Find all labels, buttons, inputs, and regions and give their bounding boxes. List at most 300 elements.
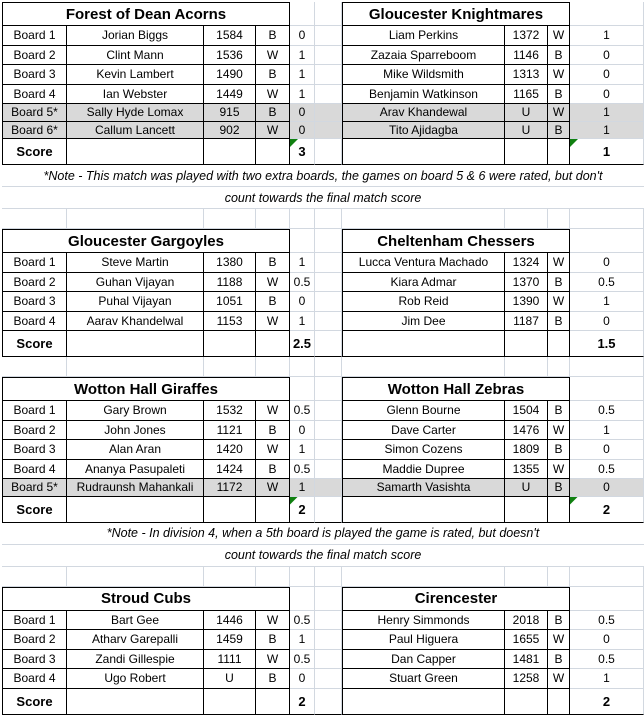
player-name: Zandi Gillespie bbox=[67, 650, 204, 670]
score-row bbox=[2, 497, 644, 523]
player-rating: 1370 bbox=[505, 273, 548, 293]
team-title: Forest of Dean Acorns bbox=[2, 2, 290, 26]
empty-cell bbox=[342, 689, 505, 715]
empty-cell bbox=[315, 253, 342, 273]
board-label: Board 3 bbox=[2, 292, 67, 312]
empty-cell bbox=[342, 331, 505, 357]
player-name: Dan Capper bbox=[342, 650, 505, 670]
player-rating: 1187 bbox=[505, 312, 548, 332]
empty-cell bbox=[315, 65, 342, 85]
player-rating: 1146 bbox=[505, 46, 548, 66]
team-total-value: 2 bbox=[602, 501, 611, 517]
board-label: Board 3 bbox=[2, 65, 67, 85]
player-rating: 1584 bbox=[204, 26, 256, 46]
empty-cell bbox=[315, 2, 342, 26]
player-name: Samarth Vasishta bbox=[342, 479, 505, 497]
player-score: 0 bbox=[290, 421, 315, 441]
player-name: Glenn Bourne bbox=[342, 401, 505, 421]
match-note bbox=[2, 187, 644, 209]
player-color: B bbox=[256, 421, 290, 441]
title-row bbox=[2, 229, 644, 253]
board-row bbox=[2, 312, 644, 332]
player-rating: U bbox=[204, 669, 256, 689]
player-name: Puhal Vijayan bbox=[67, 292, 204, 312]
player-score: 0 bbox=[290, 26, 315, 46]
formula-flag-icon bbox=[290, 497, 298, 505]
player-rating: U bbox=[505, 122, 548, 140]
player-color: B bbox=[256, 26, 290, 46]
player-name: Dave Carter bbox=[342, 421, 505, 441]
player-rating: 1313 bbox=[505, 65, 548, 85]
board-label: Board 3 bbox=[2, 650, 67, 670]
score-row bbox=[2, 139, 644, 165]
player-score: 0 bbox=[570, 440, 644, 460]
empty-cell bbox=[290, 377, 315, 401]
player-score: 0.5 bbox=[570, 460, 644, 480]
player-score: 0 bbox=[290, 669, 315, 689]
match-note bbox=[2, 523, 644, 545]
empty-cell bbox=[342, 139, 505, 165]
player-color: W bbox=[256, 650, 290, 670]
player-score: 1 bbox=[290, 65, 315, 85]
team-total-value: 2 bbox=[602, 693, 611, 709]
player-name: Maddie Dupree bbox=[342, 460, 505, 480]
player-rating: 1420 bbox=[204, 440, 256, 460]
player-color: B bbox=[548, 611, 570, 631]
player-color: W bbox=[256, 440, 290, 460]
team-total bbox=[570, 331, 644, 357]
player-rating: 1165 bbox=[505, 85, 548, 105]
note-line: count towards the final match score bbox=[224, 548, 422, 562]
player-color: W bbox=[548, 253, 570, 273]
player-rating: 1121 bbox=[204, 421, 256, 441]
empty-cell bbox=[570, 587, 644, 611]
empty-cell bbox=[315, 312, 342, 332]
player-rating: 1536 bbox=[204, 46, 256, 66]
player-name: Alan Aran bbox=[67, 440, 204, 460]
player-color: W bbox=[548, 104, 570, 122]
note-line: *Note - This match was played with two extra boards, the games on board 5 & 6 were rated, but don't bbox=[43, 168, 603, 183]
empty-cell bbox=[315, 440, 342, 460]
team-total-value: 2 bbox=[298, 501, 306, 517]
player-rating: 1476 bbox=[505, 421, 548, 441]
player-score: 0.5 bbox=[290, 401, 315, 421]
board-label: Board 5* bbox=[2, 479, 67, 497]
player-rating: 1258 bbox=[505, 669, 548, 689]
player-name: Simon Cozens bbox=[342, 440, 505, 460]
empty-cell bbox=[67, 331, 204, 357]
player-color: B bbox=[256, 104, 290, 122]
player-rating: U bbox=[505, 104, 548, 122]
empty-cell bbox=[315, 421, 342, 441]
team-title: Gloucester Knightmares bbox=[342, 2, 570, 26]
player-color: W bbox=[256, 122, 290, 140]
player-name: Kiara Admar bbox=[342, 273, 505, 293]
empty-cell bbox=[315, 650, 342, 670]
team-total bbox=[290, 139, 315, 165]
player-rating: 1355 bbox=[505, 460, 548, 480]
player-score: 0 bbox=[570, 630, 644, 650]
team-total bbox=[290, 689, 315, 715]
player-color: B bbox=[548, 312, 570, 332]
player-score: 1 bbox=[290, 440, 315, 460]
empty-cell bbox=[315, 669, 342, 689]
board-row bbox=[2, 479, 644, 497]
player-score: 1 bbox=[570, 292, 644, 312]
player-color: B bbox=[256, 669, 290, 689]
player-color: W bbox=[256, 273, 290, 293]
empty-cell bbox=[204, 139, 256, 165]
player-rating: 1111 bbox=[204, 650, 256, 670]
player-name: Lucca Ventura Machado bbox=[342, 253, 505, 273]
player-rating: U bbox=[505, 479, 548, 497]
player-rating: 915 bbox=[204, 104, 256, 122]
empty-cell bbox=[67, 139, 204, 165]
empty-cell bbox=[315, 479, 342, 497]
empty-cell bbox=[67, 689, 204, 715]
empty-cell bbox=[315, 26, 342, 46]
player-name: Zazaia Sparreboom bbox=[342, 46, 505, 66]
player-score: 0 bbox=[290, 292, 315, 312]
player-rating: 902 bbox=[204, 122, 256, 140]
team-total-value: 2 bbox=[298, 693, 306, 709]
empty-cell bbox=[290, 2, 315, 26]
board-row bbox=[2, 421, 644, 441]
empty-cell bbox=[315, 377, 342, 401]
player-color: W bbox=[548, 630, 570, 650]
player-name: Ugo Robert bbox=[67, 669, 204, 689]
player-score: 0.5 bbox=[290, 611, 315, 631]
empty-cell bbox=[548, 139, 570, 165]
board-row bbox=[2, 26, 644, 46]
score-label: Score bbox=[2, 497, 67, 523]
player-rating: 1504 bbox=[505, 401, 548, 421]
player-name: Liam Perkins bbox=[342, 26, 505, 46]
board-label: Board 3 bbox=[2, 440, 67, 460]
empty-cell bbox=[505, 139, 548, 165]
player-rating: 1449 bbox=[204, 85, 256, 105]
player-color: B bbox=[256, 630, 290, 650]
player-color: W bbox=[256, 479, 290, 497]
empty-cell bbox=[67, 497, 204, 523]
player-score: 0.5 bbox=[290, 460, 315, 480]
match-note bbox=[2, 165, 644, 187]
player-name: Sally Hyde Lomax bbox=[67, 104, 204, 122]
player-name: Jorian Biggs bbox=[67, 26, 204, 46]
board-label: Board 4 bbox=[2, 312, 67, 332]
score-label: Score bbox=[2, 139, 67, 165]
player-score: 1 bbox=[570, 122, 644, 140]
empty-cell bbox=[256, 497, 290, 523]
team-total bbox=[290, 331, 315, 357]
board-label: Board 2 bbox=[2, 46, 67, 66]
player-color: W bbox=[548, 292, 570, 312]
empty-cell bbox=[315, 689, 342, 715]
player-score: 0.5 bbox=[290, 650, 315, 670]
player-color: B bbox=[256, 460, 290, 480]
empty-cell bbox=[505, 497, 548, 523]
player-name: Steve Martin bbox=[67, 253, 204, 273]
match-section bbox=[2, 229, 644, 377]
player-rating: 1655 bbox=[505, 630, 548, 650]
player-color: W bbox=[548, 669, 570, 689]
player-score: 0.5 bbox=[570, 273, 644, 293]
empty-cell bbox=[548, 331, 570, 357]
player-rating: 1051 bbox=[204, 292, 256, 312]
empty-cell bbox=[315, 497, 342, 523]
player-name: Rob Reid bbox=[342, 292, 505, 312]
team-total bbox=[290, 497, 315, 523]
board-row bbox=[2, 611, 644, 631]
board-row bbox=[2, 85, 644, 105]
player-score: 1 bbox=[570, 104, 644, 122]
player-name: Atharv Garepalli bbox=[67, 630, 204, 650]
player-name: Kevin Lambert bbox=[67, 65, 204, 85]
board-label: Board 1 bbox=[2, 26, 67, 46]
empty-cell bbox=[570, 377, 644, 401]
empty-cell bbox=[315, 460, 342, 480]
board-row bbox=[2, 253, 644, 273]
empty-cell bbox=[315, 273, 342, 293]
score-label: Score bbox=[2, 689, 67, 715]
player-color: W bbox=[256, 611, 290, 631]
empty-cell bbox=[315, 611, 342, 631]
player-score: 1 bbox=[290, 479, 315, 497]
player-name: Ananya Pasupaleti bbox=[67, 460, 204, 480]
board-row bbox=[2, 440, 644, 460]
player-name: Gary Brown bbox=[67, 401, 204, 421]
board-row bbox=[2, 460, 644, 480]
team-title: Wotton Hall Zebras bbox=[342, 377, 570, 401]
player-name: Bart Gee bbox=[67, 611, 204, 631]
grid-spacer bbox=[2, 209, 644, 229]
player-score: 0 bbox=[290, 122, 315, 140]
board-label: Board 4 bbox=[2, 85, 67, 105]
team-total bbox=[570, 497, 644, 523]
formula-flag-icon bbox=[570, 497, 578, 505]
player-score: 1 bbox=[290, 253, 315, 273]
player-score: 0.5 bbox=[570, 650, 644, 670]
team-total-value: 1 bbox=[602, 144, 611, 159]
player-rating: 1809 bbox=[505, 440, 548, 460]
board-row bbox=[2, 273, 644, 293]
board-label: Board 4 bbox=[2, 460, 67, 480]
player-name: Arav Khandewal bbox=[342, 104, 505, 122]
empty-cell bbox=[290, 229, 315, 253]
board-label: Board 1 bbox=[2, 611, 67, 631]
board-label: Board 1 bbox=[2, 401, 67, 421]
player-rating: 1446 bbox=[204, 611, 256, 631]
empty-cell bbox=[204, 497, 256, 523]
empty-cell bbox=[342, 497, 505, 523]
empty-cell bbox=[204, 689, 256, 715]
board-label: Board 2 bbox=[2, 630, 67, 650]
player-score: 0.5 bbox=[570, 611, 644, 631]
team-title: Cirencester bbox=[342, 587, 570, 611]
score-label: Score bbox=[2, 331, 67, 357]
player-color: B bbox=[256, 292, 290, 312]
board-row bbox=[2, 401, 644, 421]
empty-cell bbox=[315, 139, 342, 165]
empty-cell bbox=[505, 689, 548, 715]
player-score: 1 bbox=[290, 630, 315, 650]
player-name: Guhan Vijayan bbox=[67, 273, 204, 293]
match-note bbox=[2, 545, 644, 567]
team-title: Gloucester Gargoyles bbox=[2, 229, 290, 253]
player-score: 1 bbox=[290, 46, 315, 66]
player-score: 1 bbox=[290, 85, 315, 105]
board-row bbox=[2, 650, 644, 670]
empty-cell bbox=[315, 229, 342, 253]
player-name: John Jones bbox=[67, 421, 204, 441]
player-color: W bbox=[548, 421, 570, 441]
player-color: B bbox=[548, 85, 570, 105]
player-score: 0 bbox=[570, 85, 644, 105]
player-color: B bbox=[548, 440, 570, 460]
empty-cell bbox=[315, 401, 342, 421]
player-color: W bbox=[256, 85, 290, 105]
empty-cell bbox=[570, 229, 644, 253]
board-row bbox=[2, 669, 644, 689]
team-title: Cheltenham Chessers bbox=[342, 229, 570, 253]
player-name: Ian Webster bbox=[67, 85, 204, 105]
player-score: 0 bbox=[570, 312, 644, 332]
grid-spacer bbox=[2, 357, 644, 377]
player-score: 0 bbox=[570, 65, 644, 85]
player-rating: 1490 bbox=[204, 65, 256, 85]
player-name: Callum Lancett bbox=[67, 122, 204, 140]
board-row bbox=[2, 630, 644, 650]
team-total-value: 2.5 bbox=[292, 336, 312, 351]
empty-cell bbox=[315, 587, 342, 611]
player-rating: 1372 bbox=[505, 26, 548, 46]
team-total bbox=[570, 139, 644, 165]
player-rating: 1153 bbox=[204, 312, 256, 332]
player-color: B bbox=[548, 122, 570, 140]
player-color: W bbox=[548, 65, 570, 85]
note-line: *Note - In division 4, when a 5th board is played the game is rated, but doesn't bbox=[106, 526, 540, 540]
empty-cell bbox=[204, 331, 256, 357]
player-score: 0.5 bbox=[290, 273, 315, 293]
grid-spacer bbox=[2, 567, 644, 587]
player-rating: 2018 bbox=[505, 611, 548, 631]
board-row bbox=[2, 46, 644, 66]
board-row bbox=[2, 122, 644, 140]
board-label: Board 1 bbox=[2, 253, 67, 273]
title-row bbox=[2, 587, 644, 611]
empty-cell bbox=[315, 331, 342, 357]
board-label: Board 4 bbox=[2, 669, 67, 689]
player-color: W bbox=[548, 26, 570, 46]
empty-cell bbox=[505, 331, 548, 357]
player-name: Stuart Green bbox=[342, 669, 505, 689]
score-row bbox=[2, 689, 644, 715]
match-section bbox=[2, 587, 644, 715]
board-row bbox=[2, 104, 644, 122]
player-name: Henry Simmonds bbox=[342, 611, 505, 631]
empty-cell bbox=[315, 630, 342, 650]
note-line: count towards the final match score bbox=[224, 190, 422, 205]
board-label: Board 2 bbox=[2, 421, 67, 441]
player-score: 0 bbox=[570, 46, 644, 66]
player-name: Benjamin Watkinson bbox=[342, 85, 505, 105]
board-row bbox=[2, 292, 644, 312]
player-rating: 1390 bbox=[505, 292, 548, 312]
player-score: 1 bbox=[290, 312, 315, 332]
player-color: W bbox=[548, 460, 570, 480]
player-color: W bbox=[256, 46, 290, 66]
player-color: B bbox=[256, 65, 290, 85]
empty-cell bbox=[570, 2, 644, 26]
empty-cell bbox=[315, 46, 342, 66]
player-score: 0 bbox=[570, 253, 644, 273]
player-color: B bbox=[256, 253, 290, 273]
title-row bbox=[2, 2, 644, 26]
player-score: 0.5 bbox=[570, 401, 644, 421]
empty-cell bbox=[256, 139, 290, 165]
player-score: 1 bbox=[570, 26, 644, 46]
player-name: Aarav Khandelwal bbox=[67, 312, 204, 332]
player-name: Clint Mann bbox=[67, 46, 204, 66]
score-row bbox=[2, 331, 644, 357]
team-title: Stroud Cubs bbox=[2, 587, 290, 611]
player-score: 0 bbox=[570, 479, 644, 497]
player-name: Jim Dee bbox=[342, 312, 505, 332]
board-label: Board 6* bbox=[2, 122, 67, 140]
team-total bbox=[570, 689, 644, 715]
player-rating: 1172 bbox=[204, 479, 256, 497]
match-section bbox=[2, 2, 644, 229]
player-score: 1 bbox=[570, 421, 644, 441]
board-row bbox=[2, 65, 644, 85]
player-rating: 1188 bbox=[204, 273, 256, 293]
player-rating: 1481 bbox=[505, 650, 548, 670]
empty-cell bbox=[315, 85, 342, 105]
player-color: W bbox=[256, 401, 290, 421]
player-color: B bbox=[548, 401, 570, 421]
empty-cell bbox=[315, 292, 342, 312]
player-rating: 1380 bbox=[204, 253, 256, 273]
empty-cell bbox=[548, 689, 570, 715]
player-rating: 1324 bbox=[505, 253, 548, 273]
player-color: W bbox=[256, 312, 290, 332]
player-score: 0 bbox=[290, 104, 315, 122]
empty-cell bbox=[315, 104, 342, 122]
board-label: Board 5* bbox=[2, 104, 67, 122]
player-score: 1 bbox=[570, 669, 644, 689]
formula-flag-icon bbox=[290, 139, 298, 147]
empty-cell bbox=[256, 689, 290, 715]
match-section bbox=[2, 377, 644, 587]
team-total-value: 1.5 bbox=[597, 336, 616, 351]
team-title: Wotton Hall Giraffes bbox=[2, 377, 290, 401]
player-rating: 1532 bbox=[204, 401, 256, 421]
player-name: Paul Higuera bbox=[342, 630, 505, 650]
player-name: Tito Ajidagba bbox=[342, 122, 505, 140]
empty-cell bbox=[256, 331, 290, 357]
player-name: Rudraunsh Mahankali bbox=[67, 479, 204, 497]
player-color: B bbox=[548, 479, 570, 497]
formula-flag-icon bbox=[570, 139, 578, 147]
title-row bbox=[2, 377, 644, 401]
empty-cell bbox=[315, 122, 342, 140]
board-label: Board 2 bbox=[2, 273, 67, 293]
player-rating: 1424 bbox=[204, 460, 256, 480]
player-rating: 1459 bbox=[204, 630, 256, 650]
player-color: B bbox=[548, 273, 570, 293]
player-color: B bbox=[548, 46, 570, 66]
player-color: B bbox=[548, 650, 570, 670]
